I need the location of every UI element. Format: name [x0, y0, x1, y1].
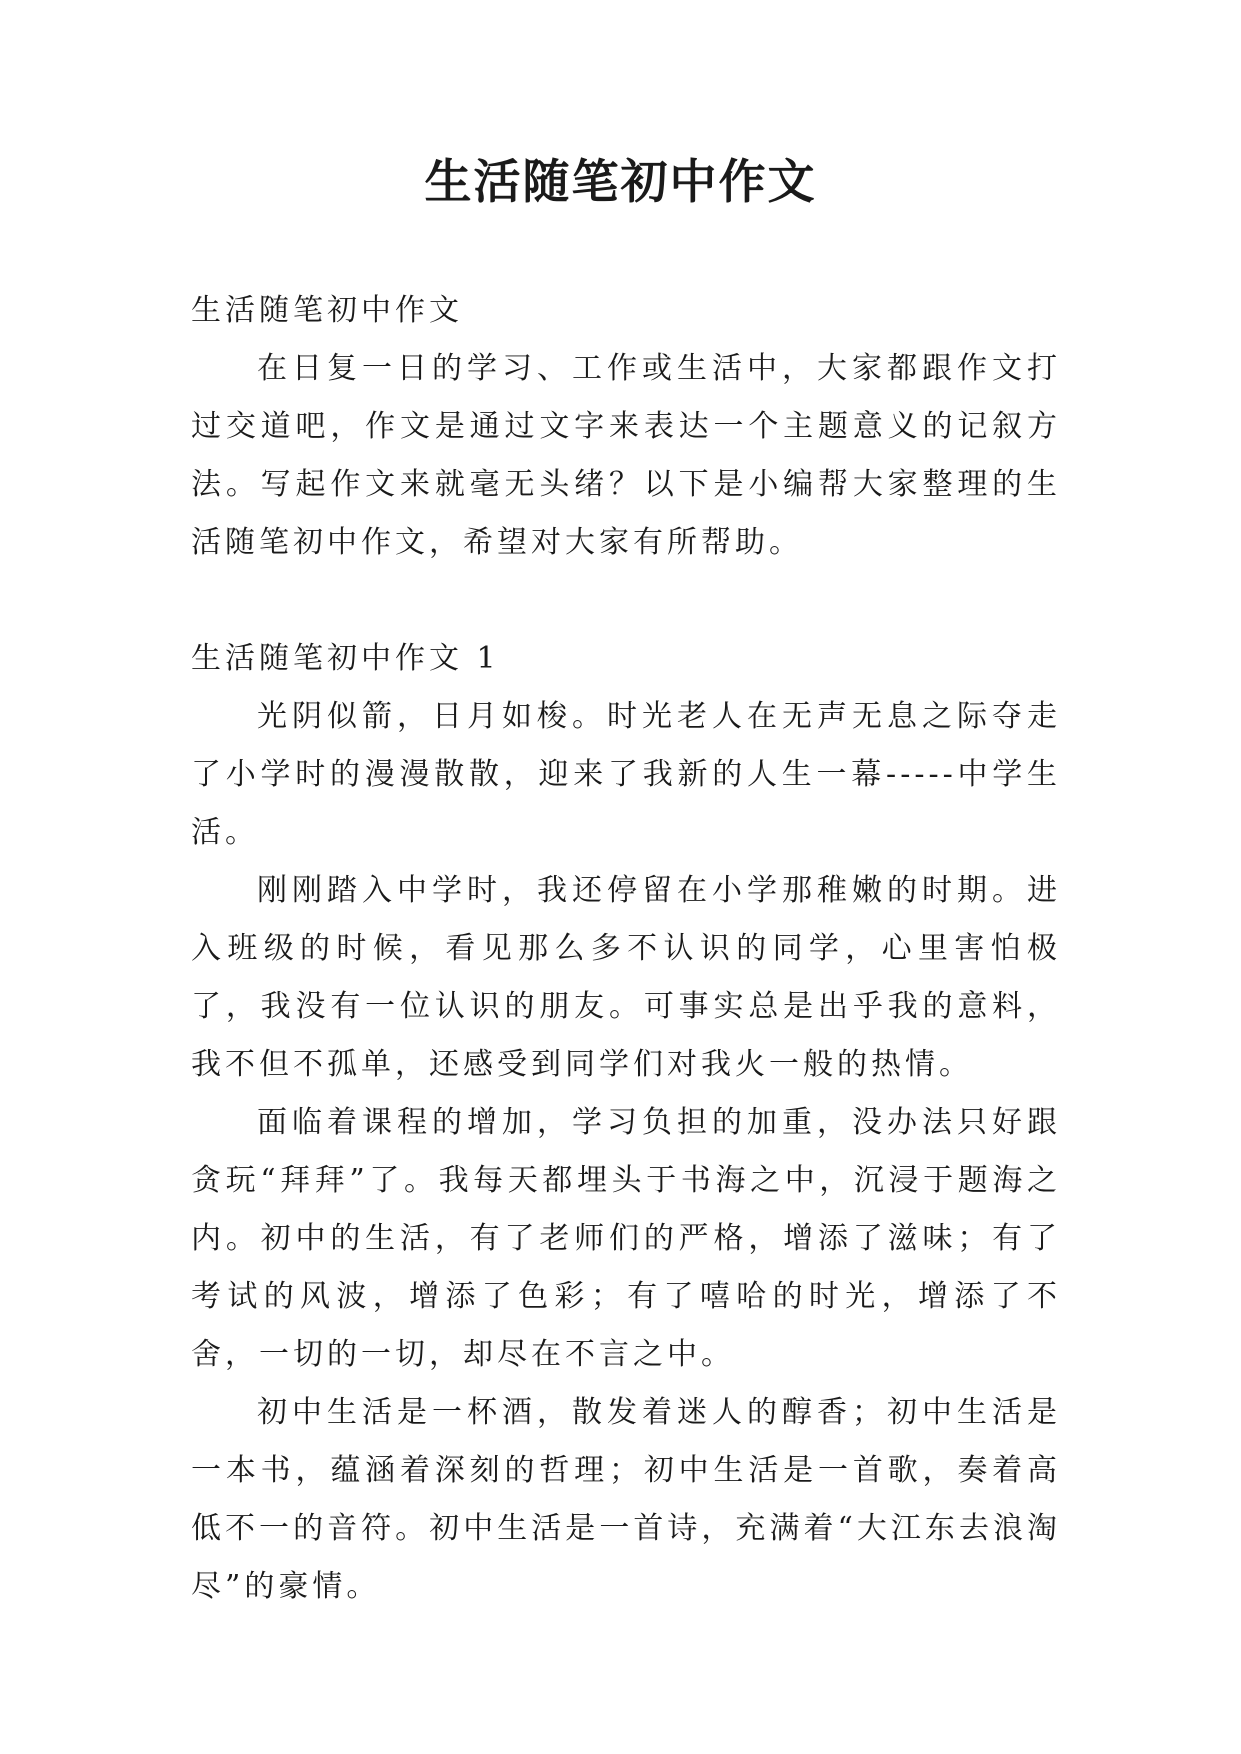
essay-paragraph: 光阴似箭，日月如梭。时光老人在无声无息之际夺走了小学时的漫漫散散，迎来了我新的人生一幕-----中学生活。 — [191, 699, 1061, 850]
intro-section — [191, 282, 1061, 572]
document-title: 生活随笔初中作文 — [424, 155, 817, 210]
essay-section — [191, 630, 1061, 1616]
intro-heading: 生活随笔初中作文 — [191, 293, 463, 328]
intro-paragraph: 在日复一日的学习、工作或生活中，大家都跟作文打过交道吧，作文是通过文字来表达一个主题意义的记叙方法。写起作文来就毫无头绪？以下是小编帮大家整理的生活随笔初中作文，希望对大家有所帮助。 — [191, 351, 1061, 560]
essay-paragraph: 面临着课程的增加，学习负担的加重，没办法只好跟贪玩“拜拜”了。我每天都埋头于书海之中，沉浸于题海之内。初中的生活，有了老师们的严格，增添了滋味；有了考试的风波，增添了色彩；有了嘻哈的时光，增添了不舍，一切的一切，却尽在不言之中。 — [191, 1105, 1061, 1372]
essay-heading: 生活随笔初中作文 1 — [191, 641, 500, 676]
essay-paragraph: 初中生活是一杯酒，散发着迷人的醇香；初中生活是一本书，蕴涵着深刻的哲理；初中生活是一首歌，奏着高低不一的音符。初中生活是一首诗，充满着“大江东去浪淘尽”的豪情。 — [191, 1395, 1061, 1604]
essay-paragraph: 刚刚踏入中学时，我还停留在小学那稚嫩的时期。进入班级的时候，看见那么多不认识的同学，心里害怕极了，我没有一位认识的朋友。可事实总是出乎我的意料，我不但不孤单，还感受到同学们对我火一般的热情。 — [191, 873, 1061, 1082]
